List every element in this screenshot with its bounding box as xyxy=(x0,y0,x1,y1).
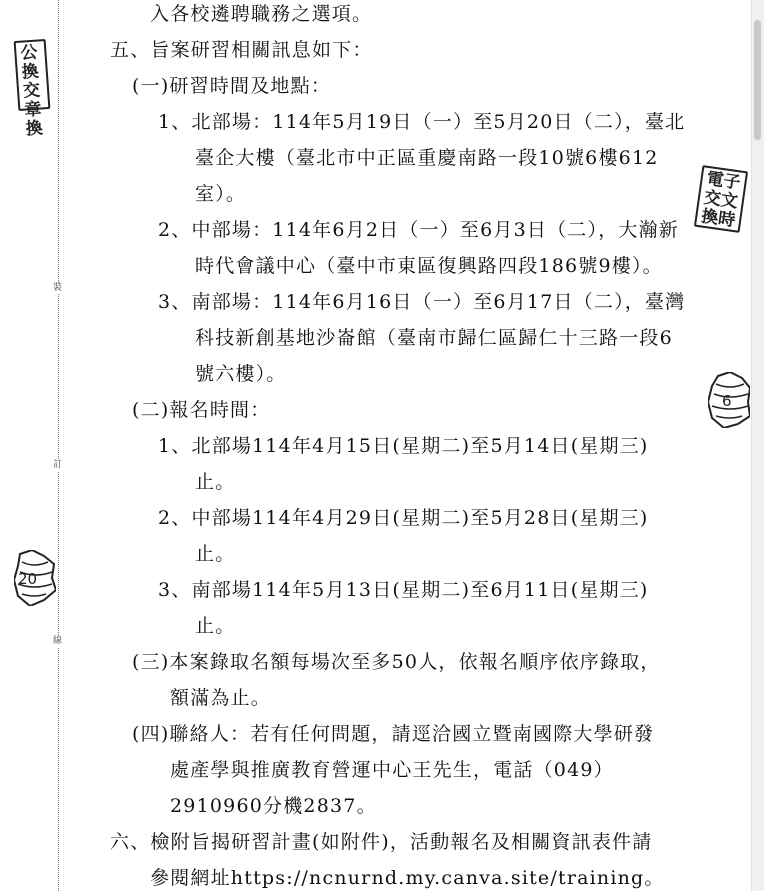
exchange-stamp-left xyxy=(14,39,51,140)
list-item: 3、南部場114年5月13日(星期二)至6月11日(星期三) xyxy=(158,579,649,601)
text-line: 時代會議中心（臺中市東區復興路四段186號9樓）。 xyxy=(195,255,663,277)
seal-number-right: 6 xyxy=(722,392,732,410)
scrollbar-thumb[interactable] xyxy=(754,20,761,140)
seal-number-left: 20 xyxy=(18,570,38,588)
text-line: 止。 xyxy=(195,543,236,565)
binding-mark-zhuang: 裝 xyxy=(53,283,63,293)
binding-mark-ding: 訂 xyxy=(53,460,63,470)
text-line: 臺企大樓（臺北市中正區重慶南路一段10號6樓612 xyxy=(195,147,659,169)
text-line: 號六樓）。 xyxy=(195,363,287,385)
subsection-heading-3: (三)本案錄取名額每場次至多50人，依報名順序依序錄取， xyxy=(132,651,661,673)
electronic-exchange-stamp-right xyxy=(694,165,748,233)
stamp-text: 公換 交章 換 xyxy=(19,42,44,140)
subsection-heading-1: (一)研習時間及地點： xyxy=(132,75,332,97)
list-item: 1、北部場：114年5月19日（一）至5月20日（二），臺北 xyxy=(158,111,686,133)
list-item: 2、中部場：114年6月2日（一）至6月3日（二），大瀚新 xyxy=(158,219,680,241)
list-item: 3、南部場：114年6月16日（一）至6月17日（二），臺灣 xyxy=(158,291,686,313)
text-line: 入各校遴聘職務之選項。 xyxy=(150,3,373,25)
binding-mark-xian: 線 xyxy=(53,636,63,646)
binding-margin-line xyxy=(58,0,59,891)
list-item: 2、中部場114年4月29日(星期二)至5月28日(星期三) xyxy=(158,507,649,529)
text-line: 處產學與推廣教育營運中心王先生，電話（049） xyxy=(170,759,614,781)
text-line: 室）。 xyxy=(195,183,247,205)
url-text: 參閱網址https://ncnurnd.my.canva.site/training。 xyxy=(150,867,665,889)
section-heading-five: 五、旨案研習相關訊息如下： xyxy=(110,39,373,61)
text-line: 止。 xyxy=(195,471,236,493)
stamp-text: 電子 交文 換時 xyxy=(699,168,742,232)
text-line: 2910960分機2837。 xyxy=(170,795,377,817)
text-line: 科技新創基地沙崙館（臺南市歸仁區歸仁十三路一段6 xyxy=(195,327,673,349)
subsection-heading-4: (四)聯絡人：若有任何問題，請逕洽國立暨南國際大學研發 xyxy=(132,723,655,745)
text-line: 額滿為止。 xyxy=(170,687,272,709)
section-heading-six: 六、檢附旨揭研習計畫(如附件)，活動報名及相關資訊表件請 xyxy=(110,831,653,853)
vertical-scrollbar[interactable] xyxy=(751,0,764,891)
text-line: 止。 xyxy=(195,615,236,637)
subsection-heading-2: (二)報名時間： xyxy=(132,399,271,421)
list-item: 1、北部場114年4月15日(星期二)至5月14日(星期三) xyxy=(158,435,649,457)
